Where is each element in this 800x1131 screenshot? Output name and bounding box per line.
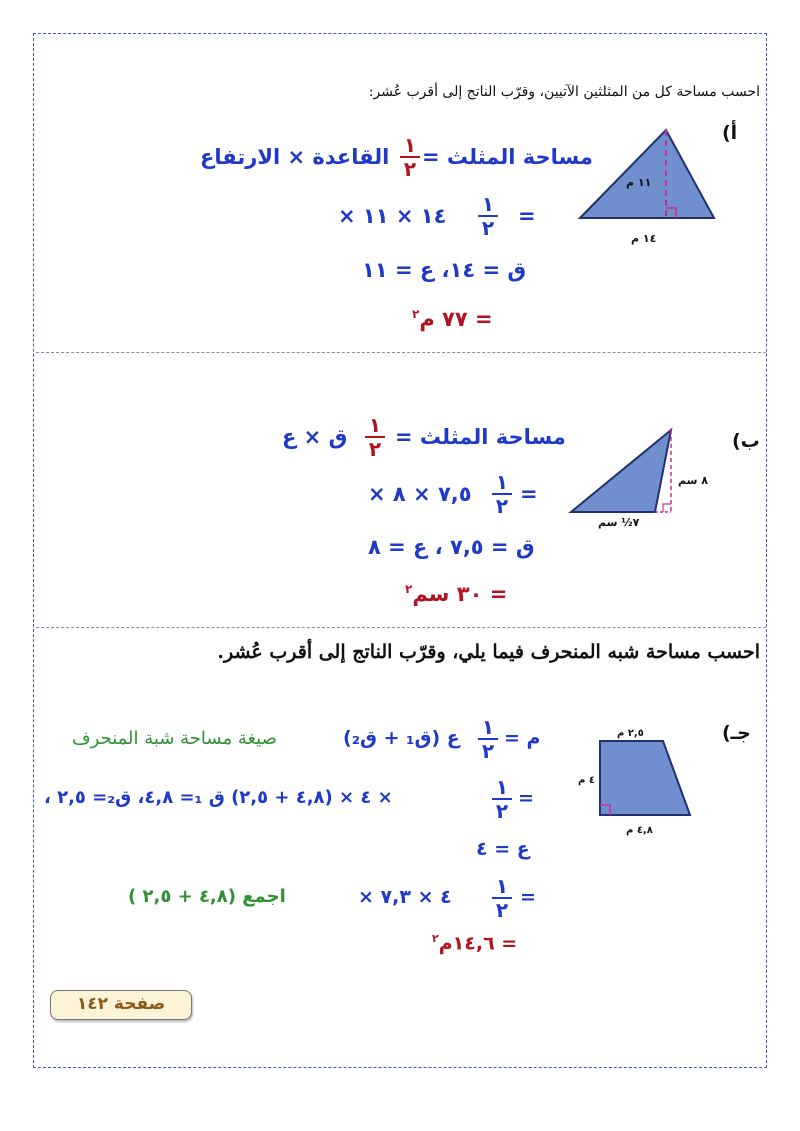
trapezoid-side-label: ٤ م	[578, 775, 595, 786]
frac-denominator: ٢	[495, 799, 509, 823]
problem-a-step1-eq: =	[518, 204, 536, 228]
trapezoid-bottom-label: ٤,٨ م	[626, 825, 653, 836]
problem-a-formula-rhs: القاعدة × الارتفاع	[200, 145, 390, 169]
frac-denominator: ٢	[368, 437, 382, 461]
page-number-badge	[50, 990, 192, 1020]
frac-denominator: ٢	[495, 898, 509, 922]
frac-denominator: ٢	[481, 739, 495, 763]
problem-c-formula-fraction	[478, 717, 498, 761]
triangle-b-figure	[565, 422, 695, 522]
triangle-b-base-label: ٧½ سم	[598, 516, 640, 529]
frac-denominator: ٢	[495, 494, 509, 518]
problem-a-formula-lhs: مساحة المثلث =	[422, 145, 593, 169]
triangle-a-height-label: ١١ م	[626, 176, 652, 189]
result-superscript: ٢	[412, 307, 420, 321]
result-text: = ٣٠ سم	[412, 582, 508, 606]
problem-c-step2-rhs: × ٤ × ٧,٣	[358, 886, 452, 908]
result-superscript: ٢	[405, 582, 413, 596]
problem-b-result	[405, 582, 507, 606]
problem-b-formula-fraction	[365, 415, 385, 459]
problem-c-step1-rhs: × ٤ × (٤,٨ + ٢,٥) ق ₁= ٤,٨، ق₂= ٢,٥ ،	[44, 787, 393, 808]
frac-numerator: ١	[495, 874, 509, 898]
problem-b-formula-lhs: مساحة المثلث =	[395, 425, 566, 449]
problem-a-formula-fraction	[400, 135, 420, 179]
frac-numerator: ١	[495, 775, 509, 799]
trapezoid-shape	[600, 741, 690, 815]
triangle-b-height-label: ٨ سم	[678, 474, 708, 487]
trapezoid-top-label: ٢,٥ م	[617, 728, 644, 739]
triangle-a-shape	[580, 130, 714, 218]
problem-a-label: أ)	[722, 122, 738, 144]
problem-c-step1-fraction	[492, 777, 512, 821]
page-number-label: صفحة ١٤٢	[76, 994, 166, 1014]
problem-a-step1-fraction	[478, 194, 498, 238]
problem-a-step1-rhs: × ١٤ × ١١	[338, 204, 447, 228]
result-text: = ١٤,٦م	[438, 932, 518, 955]
result-text: = ٧٧ م	[419, 307, 493, 331]
frac-numerator: ١	[481, 192, 495, 216]
frac-denominator: ٢	[481, 216, 495, 240]
problem-c-result	[432, 932, 517, 954]
problem-b-formula-rhs: ق × ع	[282, 425, 348, 449]
problem-c-formula-lhs: م =	[504, 727, 541, 749]
problem-b-label: ب)	[732, 430, 760, 452]
instruction-triangles: احسب مساحة كل من المثلثين الآتيين، وقرّب الناتج إلى أقرب عُشر:	[368, 84, 760, 100]
problem-a-values: ق = ١٤، ع = ١١	[362, 258, 527, 282]
problem-c-step2-eq-sign: =	[520, 886, 536, 908]
frac-numerator: ١	[481, 715, 495, 739]
problem-a-result	[412, 307, 493, 331]
problem-c-formula-rhs: ع (ق₁ + ق₂)	[343, 727, 460, 749]
problem-c-height-value: ع = ٤	[476, 838, 530, 860]
result-superscript: ٢	[432, 932, 439, 945]
problem-b-step1-eq: =	[520, 482, 538, 506]
problem-c-formula-note: صيغة مساحة شبة المنحرف	[72, 728, 277, 749]
frac-numerator: ١	[495, 470, 509, 494]
problem-b-step1-rhs: × ٧,٥ × ٨	[368, 482, 472, 506]
right-angle-marker	[663, 504, 671, 512]
section-divider-1	[36, 352, 766, 353]
problem-c-label: جـ)	[722, 722, 751, 744]
problem-c-step2-note: اجمع (٤,٨ + ٢,٥ )	[128, 886, 286, 907]
problem-c-step1-eq: =	[518, 787, 534, 809]
triangle-a-base-label: ١٤ م	[631, 232, 657, 245]
problem-c-step2-fraction	[492, 876, 512, 920]
frac-denominator: ٢	[403, 157, 417, 181]
triangle-b-shape	[571, 430, 671, 512]
problem-b-step1-fraction	[492, 472, 512, 516]
section-divider-2	[36, 627, 766, 628]
instruction-trapezoid: احسب مساحة شبه المنحرف فيما يلي، وقرّب الناتج إلى أقرب عُشر.	[217, 641, 760, 663]
frac-numerator: ١	[403, 133, 417, 157]
frac-numerator: ١	[368, 413, 382, 437]
problem-b-values: ق = ٧,٥ ، ع = ٨	[368, 535, 535, 559]
trapezoid-figure	[590, 735, 710, 825]
